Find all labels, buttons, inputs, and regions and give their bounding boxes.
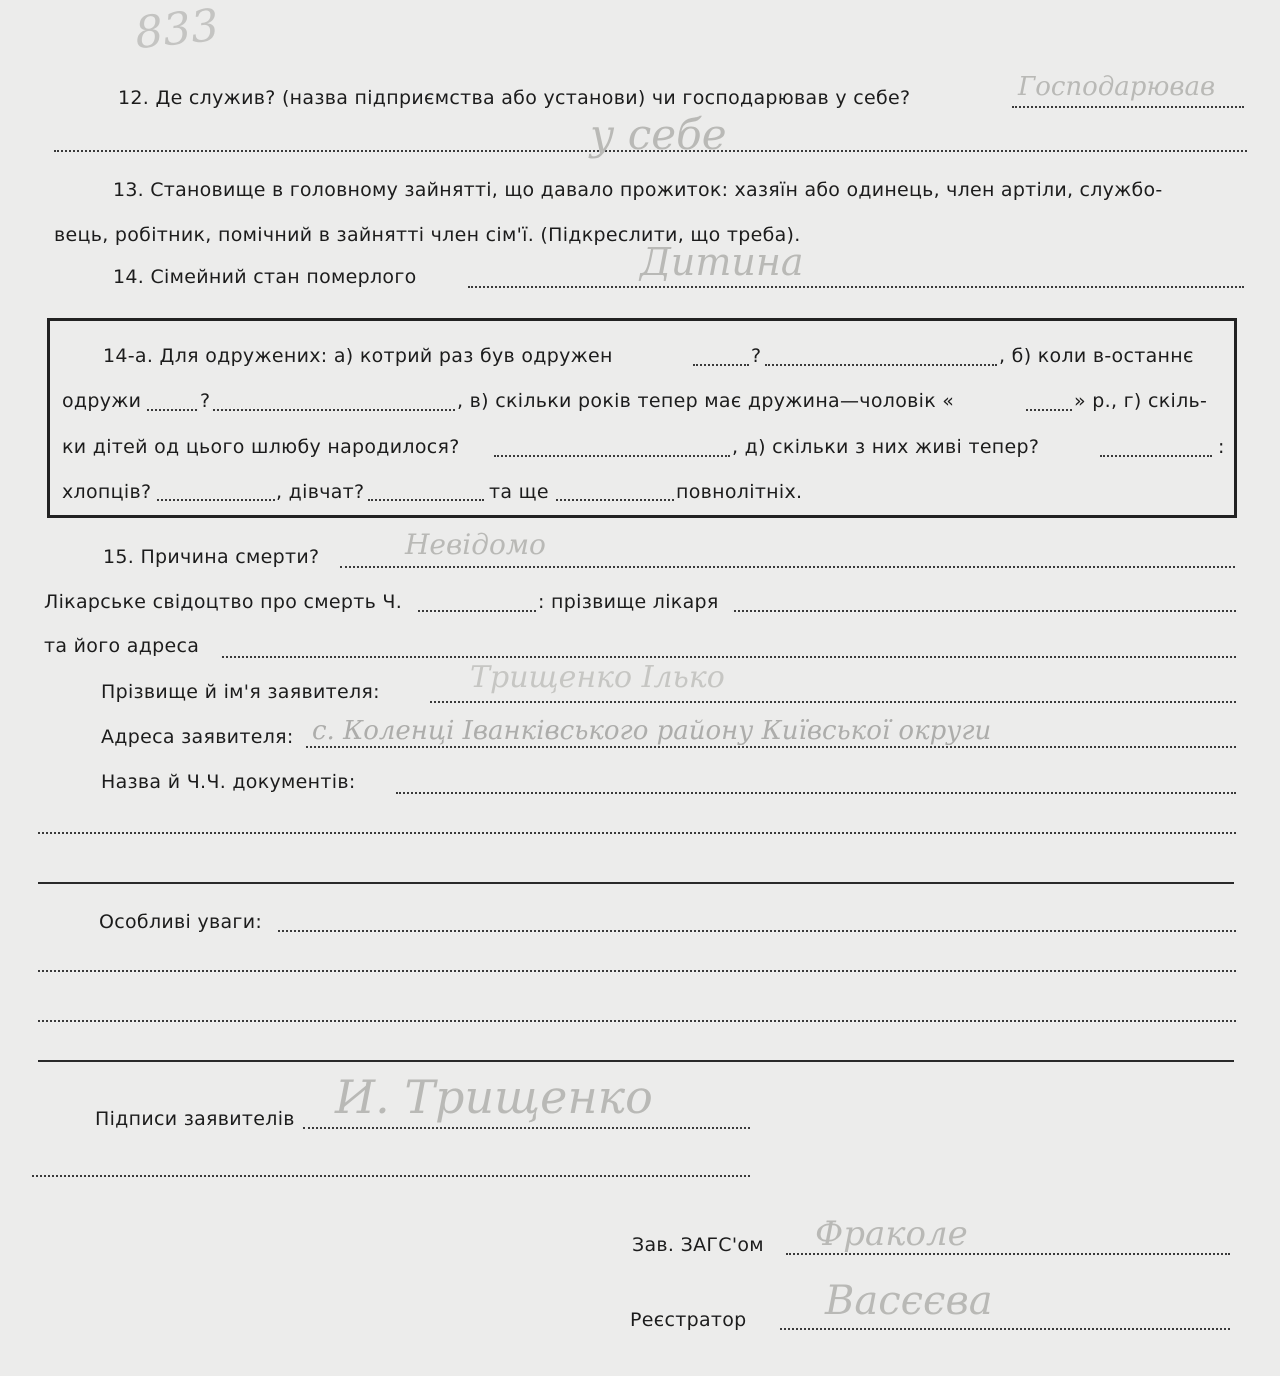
registrar-signature-line (780, 1328, 1230, 1330)
q14a-line-1-b: , б) коли в-останнє (999, 345, 1194, 367)
q14a-boys-blank (157, 499, 275, 501)
q14a-line-3-c: : (1218, 436, 1225, 458)
archive-number: 833 (132, 0, 222, 60)
documents-label: Назва й Ч.Ч. документів: (101, 771, 356, 793)
notes-line-2 (38, 970, 1236, 972)
q14a-line-4-girls-label: , дівчат? (276, 481, 365, 503)
doctor-name-label: : прізвище лікаря (538, 591, 719, 613)
medical-certificate-label: Лікарське свідоцтво про смерть Ч. (44, 591, 403, 613)
zags-head-label: Зав. ЗАГС'ом (632, 1234, 764, 1256)
applicant-address-label: Адреса заявителя: (101, 726, 294, 748)
section-divider-1 (38, 882, 1234, 884)
q13-text-line-1: 13. Становище в головному зайнятті, що давало прожиток: хазяїн або одинець, член артіли, службо- (113, 179, 1163, 201)
applicant-name-handwriting: Трищенко Ілько (470, 660, 725, 695)
q14a-line-4-boys-label: хлопців? (62, 481, 152, 503)
notes-line-1 (278, 930, 1236, 932)
applicant-signature-line (303, 1127, 750, 1129)
documents-blank-2 (38, 832, 1236, 834)
q15-answer-handwriting: Невідомо (405, 528, 546, 561)
q15-answer-line (340, 566, 1235, 568)
q14a-line-2-b: , в) скільки років тепер має дружина—чоловік « (457, 390, 955, 412)
registrar-signature: Васєєва (825, 1278, 993, 1324)
q14a-times-married-blank (693, 364, 749, 366)
q14-label: 14. Сімейний стан померлого (113, 266, 417, 288)
q14a-line-2-text: одружи (62, 390, 142, 412)
q14a-times-married-blank-2 (765, 364, 997, 366)
applicant-address-blank (306, 746, 1236, 748)
q14a-line-1-qmark: ? (751, 345, 762, 367)
section-divider-2 (38, 1060, 1234, 1062)
zags-head-signature: Фраколе (815, 1214, 968, 1254)
applicant-signatures-label: Підписи заявителів (95, 1108, 295, 1130)
medical-certificate-number-blank (418, 610, 536, 612)
q14a-line-3-text: ки дітей од цього шлюбу народилося? (62, 436, 460, 458)
notes-line-3 (38, 1020, 1236, 1022)
applicant-signature-line-2 (32, 1175, 750, 1177)
q12-answer-handwriting-2: у себе (590, 110, 727, 159)
applicant-name-label: Прізвище й ім'я заявителя: (101, 681, 380, 703)
q14-answer-line (468, 286, 1244, 288)
q12-label: 12. Де служив? (назва підприємства або установи) чи господарював у себе? (118, 87, 911, 109)
q12-answer-handwriting: Господарював (1018, 72, 1216, 102)
q13-text-line-2: вець, робітник, помічний в зайнятті член сім'ї. (Підкреслити, що треба). (54, 224, 801, 246)
q14a-girls-blank (368, 499, 484, 501)
q14a-line-4-adults-label: повнолітніх. (676, 481, 803, 503)
doctor-name-blank (734, 610, 1236, 612)
documents-blank (396, 792, 1236, 794)
q14a-line-2-c: » р., г) скіль- (1074, 390, 1208, 412)
q15-label: 15. Причина смерти? (103, 546, 320, 568)
doctor-address-label: та його адреса (44, 635, 200, 657)
q14a-spouse-age-blank (1026, 409, 1072, 411)
q14a-married-when-blank-2 (213, 409, 455, 411)
q14a-line-4-also-label: та ще (489, 481, 549, 503)
q14a-line-3-b: , д) скільки з них живі тепер? (732, 436, 1040, 458)
applicant-address-handwriting: с. Коленці Іванківського району Київської округи (312, 716, 992, 746)
doctor-address-blank (222, 656, 1236, 658)
q14a-children-born-blank (494, 455, 730, 457)
q12-answer-line (1012, 106, 1244, 108)
q14a-children-alive-blank (1100, 455, 1212, 457)
applicant-signature: И. Трищенко (335, 1070, 653, 1124)
q14a-married-when-blank (147, 409, 197, 411)
q14a-line-2-qmark: ? (200, 390, 211, 412)
q14-answer-handwriting: Дитина (640, 240, 804, 284)
q14a-line-1-text: 14-а. Для одружених: а) котрий раз був одружен (103, 345, 613, 367)
applicant-name-blank (430, 701, 1236, 703)
registrar-label: Реєстратор (630, 1309, 747, 1331)
notes-label: Особливі уваги: (99, 911, 263, 933)
q14a-adults-blank (556, 499, 674, 501)
